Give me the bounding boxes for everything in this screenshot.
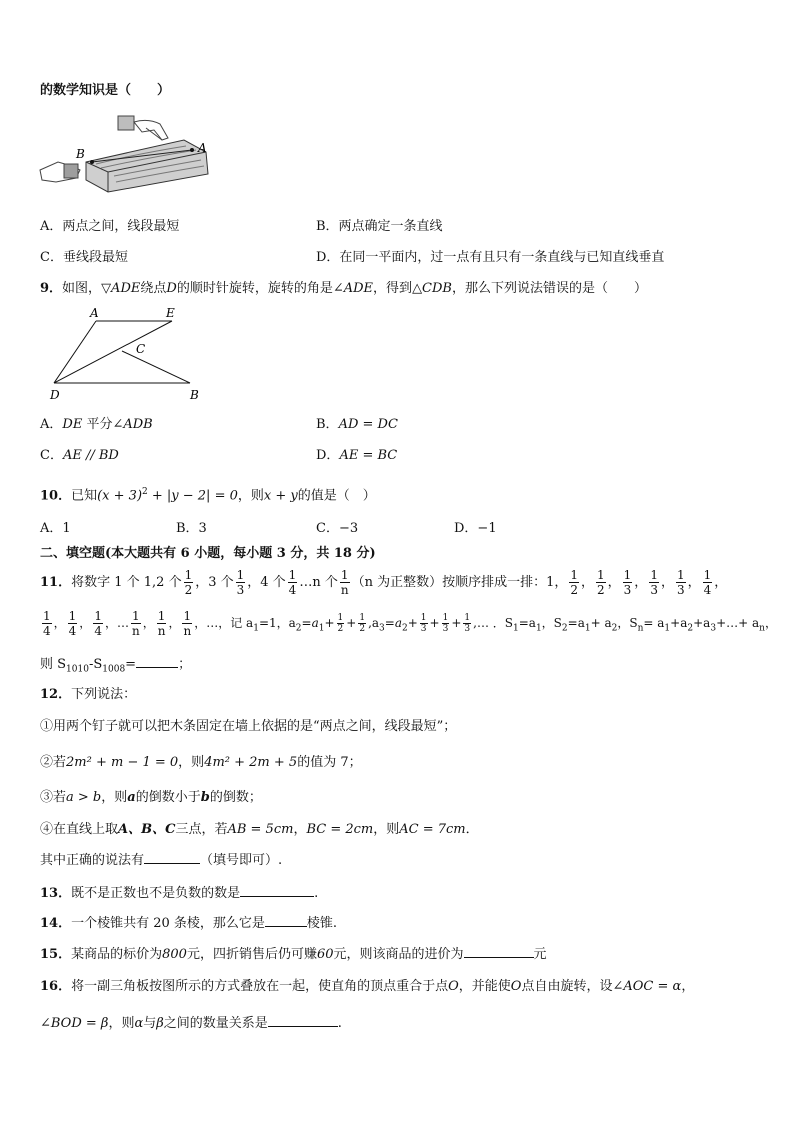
- q10-stem: 10．已知$(x + 3)^2 + |y - 2| = 0$，则x + y的值是（ ）: [40, 487, 376, 504]
- q10-option-a: A．1: [40, 521, 71, 536]
- q8-label-a: A: [198, 141, 207, 155]
- q14: 14．一个棱锥共有 20 条棱，那么它是 棱锥.: [40, 916, 338, 931]
- q15-answer-blank[interactable]: [464, 945, 534, 958]
- q8-figure: [36, 110, 216, 195]
- q10-option-c: C．−3: [316, 521, 359, 536]
- frac-1-4: $\frac{1}{4}$: [288, 568, 297, 597]
- q12-answer: 其中正确的说法有 （填号即可）.: [40, 853, 283, 868]
- hand-left-icon: [64, 164, 78, 178]
- q8-option-d: D．在同一平面内，过一点有且只有一条直线与已知直线垂直: [316, 250, 665, 265]
- q12-statement-4: ④在直线上取A、B、C三点，若AB = 5cm，BC = 2cm，则AC = 7cm．: [40, 822, 479, 837]
- q12-title: 12．下列说法：: [40, 687, 137, 702]
- q8-option-c: C．垂线段最短: [40, 250, 128, 265]
- q8-tail: 的数学知识是（ ）: [40, 83, 171, 98]
- q12-statement-2: ②若2m² + m − 1 = 0，则4m² + 2m + 5的值为 7；: [40, 755, 362, 770]
- q11-line-3: 则 $S_{1010}-S_{1008}=$ ；: [40, 657, 192, 675]
- q8-label-b: B: [76, 147, 85, 161]
- q9-option-d: D．AE = BC: [316, 448, 398, 463]
- frac-1-3: $\frac{1}{3}$: [236, 568, 245, 597]
- q9-label-e: E: [166, 306, 175, 320]
- q8-option-b: B．两点确定一条直线: [316, 219, 443, 234]
- q13-answer-blank[interactable]: [240, 884, 314, 897]
- q9-label-a: A: [90, 306, 99, 320]
- q11-answer-blank[interactable]: [136, 655, 178, 668]
- q12-statement-3: ③若a > b，则a的倒数小于b的倒数；: [40, 790, 262, 805]
- q9-option-a: A．DE 平分∠ADB: [40, 417, 153, 432]
- q9-label-b: B: [190, 388, 199, 402]
- q9-stem: 9．如图，▽ADE绕点D的顺时针旋转，旋转的角是∠ADE，得到△CDB，那么下列说法错误的是（ ）: [40, 281, 647, 296]
- q11-line-2: $\frac{1}{4}$ ， $\frac{1}{4}$ ， $\frac{1}{4}$ ，… $\frac{1}{n}$ ， $\frac{1}{n}$ ， $\frac{1}{n}$ ，…，记 $a_1=1$，$a_2=a_1+$ $\frac{1}{2}$ + $\frac{1}{2}$ $,a_3=a_2+$ $\frac{1}{3}$ + $\frac{1}{3}$ + $\frac{1}{3}$ ,… ．$S_1=a_1$，$S_2=a_1+ a_2$，$S_n=$ $a_1+a_2+a_3+\dots+ a_n$，: [43, 609, 777, 638]
- q10-option-d: D．−1: [454, 521, 497, 536]
- q14-answer-blank[interactable]: [265, 914, 307, 927]
- q9-option-b: B．AD = DC: [316, 417, 398, 432]
- q16-line-1: 16．将一副三角板按图所示的方式叠放在一起，使直角的顶点重合于点O，并能使O点自由旋转，设∠AOC = α，: [40, 979, 695, 994]
- q11-line-1: 11．将数字 1 个 1,2 个 $\frac{1}{2}$ ，3 个 $\frac{1}{3}$ ，4 个 $\frac{1}{4}$ …n 个 $\frac{1}{n}$ （n 为正整数）按顺序排成一排：1， $\frac{1}{2}$ ， $\frac{1}{2}$ ， $\frac{1}{3}$ ， $\frac{1}{3}$ ， $\frac{1}{3}$ ， $\frac{1}{4}$ ，: [40, 568, 728, 597]
- q9-label-d: D: [50, 388, 60, 402]
- frac-1-2: $\frac{1}{2}$: [184, 568, 193, 597]
- q8-option-a: A．两点之间，线段最短: [40, 219, 180, 234]
- q12-statement-1: ①用两个钉子就可以把木条固定在墙上依据的是“两点之间，线段最短”；: [40, 719, 457, 734]
- q10-option-b: B．3: [176, 521, 207, 536]
- q9-option-c: C．AE // BD: [40, 448, 119, 463]
- q13: 13．既不是正数也不是负数的数是 .: [40, 886, 319, 901]
- q9-label-c: C: [136, 342, 146, 356]
- q16-line-2: ∠BOD = β，则α与β之间的数量关系是 .: [40, 1016, 342, 1031]
- q9-figure: [44, 305, 214, 405]
- q15: 15．某商品的标价为800元，四折销售后仍可赚60元，则该商品的进价为 元: [40, 947, 547, 962]
- hand-top-icon: [118, 116, 134, 130]
- section-2-title: 二、填空题(本大题共有 6 小题，每小题 3 分，共 18 分): [40, 546, 376, 561]
- frac-1-n: $\frac{1}{n}$: [340, 568, 349, 597]
- q12-answer-blank[interactable]: [144, 851, 200, 864]
- q16-answer-blank[interactable]: [268, 1014, 338, 1027]
